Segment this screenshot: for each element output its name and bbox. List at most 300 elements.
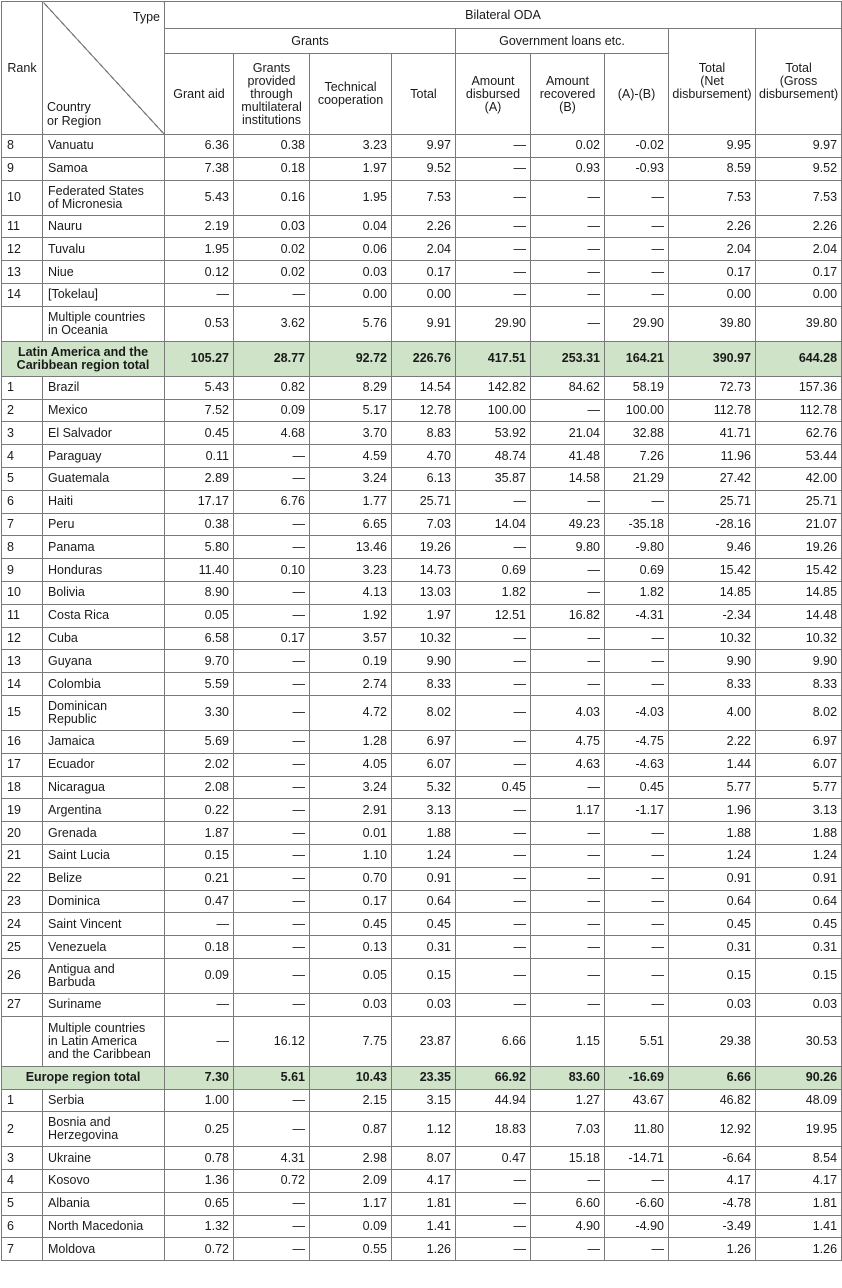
- country-cell: Paraguay: [43, 445, 165, 468]
- rank-cell: 4: [2, 445, 43, 468]
- rank-cell: 16: [2, 730, 43, 753]
- value-cell: —: [456, 1170, 531, 1193]
- country-cell: Venezuela: [43, 936, 165, 959]
- value-cell: 0.64: [392, 890, 456, 913]
- value-cell: 15.18: [531, 1147, 605, 1170]
- value-cell: -16.69: [605, 1066, 669, 1089]
- value-cell: —: [605, 283, 669, 306]
- country-cell: Antigua and Barbuda: [43, 958, 165, 993]
- value-cell: 0.10: [234, 559, 310, 582]
- value-cell: —: [456, 993, 531, 1016]
- country-cell: Cuba: [43, 627, 165, 650]
- value-cell: -4.31: [605, 604, 669, 627]
- value-cell: —: [456, 238, 531, 261]
- value-cell: 0.17: [234, 627, 310, 650]
- value-cell: —: [234, 993, 310, 1016]
- value-cell: 6.36: [165, 135, 234, 158]
- value-cell: 0.03: [392, 993, 456, 1016]
- value-cell: —: [531, 890, 605, 913]
- country-cell: Grenada: [43, 822, 165, 845]
- value-cell: 0.69: [456, 559, 531, 582]
- value-cell: 2.04: [756, 238, 842, 261]
- value-cell: 2.02: [165, 753, 234, 776]
- grants-multilateral-header: Grants provided through multilateral institutions: [234, 54, 310, 135]
- value-cell: 4.90: [531, 1215, 605, 1238]
- country-cell: Samoa: [43, 157, 165, 180]
- value-cell: -4.03: [605, 695, 669, 730]
- value-cell: 9.97: [392, 135, 456, 158]
- table-row: [2, 1089, 842, 1112]
- value-cell: 11.40: [165, 559, 234, 582]
- value-cell: 6.13: [392, 467, 456, 490]
- value-cell: —: [456, 913, 531, 936]
- value-cell: 19.26: [756, 536, 842, 559]
- value-cell: 0.03: [756, 993, 842, 1016]
- value-cell: 14.54: [392, 376, 456, 399]
- value-cell: 1.17: [310, 1192, 392, 1215]
- rank-cell: 1: [2, 1089, 43, 1112]
- value-cell: 1.81: [392, 1192, 456, 1215]
- table-row: [2, 261, 842, 284]
- value-cell: 0.87: [310, 1112, 392, 1147]
- value-cell: 0.38: [234, 135, 310, 158]
- value-cell: 1.82: [456, 581, 531, 604]
- value-cell: 0.18: [165, 936, 234, 959]
- value-cell: 417.51: [456, 341, 531, 376]
- rank-cell: [2, 1016, 43, 1066]
- rank-cell: [2, 306, 43, 341]
- value-cell: —: [456, 650, 531, 673]
- value-cell: 0.19: [310, 650, 392, 673]
- value-cell: —: [456, 936, 531, 959]
- rank-cell: 26: [2, 958, 43, 993]
- country-cell: Guyana: [43, 650, 165, 673]
- country-cell: North Macedonia: [43, 1215, 165, 1238]
- value-cell: 7.03: [392, 513, 456, 536]
- country-cell: Costa Rica: [43, 604, 165, 627]
- value-cell: 3.13: [392, 799, 456, 822]
- amount-disbursed-header: Amount disbursed (A): [456, 54, 531, 135]
- value-cell: —: [234, 513, 310, 536]
- table-header: [2, 2, 842, 135]
- value-cell: —: [234, 776, 310, 799]
- value-cell: 2.89: [165, 467, 234, 490]
- value-cell: 9.80: [531, 536, 605, 559]
- value-cell: 7.30: [165, 1066, 234, 1089]
- rank-cell: 17: [2, 753, 43, 776]
- country-cell: Peru: [43, 513, 165, 536]
- value-cell: 1.28: [310, 730, 392, 753]
- value-cell: —: [531, 627, 605, 650]
- value-cell: 112.78: [669, 399, 756, 422]
- table-row: [2, 490, 842, 513]
- value-cell: —: [605, 627, 669, 650]
- value-cell: 92.72: [310, 341, 392, 376]
- table-row: [2, 627, 842, 650]
- value-cell: 5.17: [310, 399, 392, 422]
- value-cell: 390.97: [669, 341, 756, 376]
- country-cell: Colombia: [43, 673, 165, 696]
- value-cell: 83.60: [531, 1066, 605, 1089]
- value-cell: 1.92: [310, 604, 392, 627]
- rank-cell: 4: [2, 1170, 43, 1193]
- value-cell: —: [234, 673, 310, 696]
- value-cell: 10.32: [669, 627, 756, 650]
- value-cell: 1.24: [392, 844, 456, 867]
- value-cell: —: [456, 157, 531, 180]
- value-cell: 9.90: [756, 650, 842, 673]
- country-region-label: Country or Region: [47, 100, 102, 128]
- value-cell: 2.26: [392, 215, 456, 238]
- value-cell: 4.17: [392, 1170, 456, 1193]
- value-cell: 0.55: [310, 1238, 392, 1261]
- value-cell: 3.23: [310, 559, 392, 582]
- value-cell: 12.92: [669, 1112, 756, 1147]
- value-cell: 8.07: [392, 1147, 456, 1170]
- value-cell: 1.17: [531, 799, 605, 822]
- value-cell: -9.80: [605, 536, 669, 559]
- value-cell: 39.80: [756, 306, 842, 341]
- value-cell: -3.49: [669, 1215, 756, 1238]
- value-cell: 2.22: [669, 730, 756, 753]
- value-cell: 0.45: [756, 913, 842, 936]
- value-cell: 0.45: [165, 422, 234, 445]
- country-cell: Honduras: [43, 559, 165, 582]
- value-cell: —: [456, 627, 531, 650]
- value-cell: 1.32: [165, 1215, 234, 1238]
- value-cell: 8.54: [756, 1147, 842, 1170]
- value-cell: 0.21: [165, 867, 234, 890]
- value-cell: 41.71: [669, 422, 756, 445]
- value-cell: 49.23: [531, 513, 605, 536]
- value-cell: -4.90: [605, 1215, 669, 1238]
- value-cell: 0.02: [234, 238, 310, 261]
- value-cell: 5.51: [605, 1016, 669, 1066]
- value-cell: —: [531, 399, 605, 422]
- rank-cell: 14: [2, 283, 43, 306]
- value-cell: -35.18: [605, 513, 669, 536]
- value-cell: 72.73: [669, 376, 756, 399]
- value-cell: 1.96: [669, 799, 756, 822]
- value-cell: 1.26: [669, 1238, 756, 1261]
- value-cell: -6.64: [669, 1147, 756, 1170]
- value-cell: 9.90: [392, 650, 456, 673]
- value-cell: 32.88: [605, 422, 669, 445]
- value-cell: 16.82: [531, 604, 605, 627]
- value-cell: 9.97: [756, 135, 842, 158]
- value-cell: —: [531, 650, 605, 673]
- value-cell: 7.53: [756, 180, 842, 215]
- country-cell: Brazil: [43, 376, 165, 399]
- value-cell: —: [605, 993, 669, 1016]
- value-cell: —: [531, 673, 605, 696]
- rank-cell: 7: [2, 1238, 43, 1261]
- rank-cell: 2: [2, 399, 43, 422]
- value-cell: 0.31: [392, 936, 456, 959]
- value-cell: 0.00: [756, 283, 842, 306]
- value-cell: 10.43: [310, 1066, 392, 1089]
- value-cell: 1.44: [669, 753, 756, 776]
- value-cell: 6.97: [756, 730, 842, 753]
- value-cell: —: [605, 1170, 669, 1193]
- value-cell: —: [531, 559, 605, 582]
- value-cell: —: [531, 1238, 605, 1261]
- value-cell: 1.41: [756, 1215, 842, 1238]
- value-cell: 29.90: [456, 306, 531, 341]
- table-row: [2, 445, 842, 468]
- value-cell: 6.66: [456, 1016, 531, 1066]
- value-cell: 1.10: [310, 844, 392, 867]
- value-cell: 0.12: [165, 261, 234, 284]
- value-cell: 8.02: [392, 695, 456, 730]
- country-cell: Bosnia and Herzegovina: [43, 1112, 165, 1147]
- value-cell: —: [456, 283, 531, 306]
- value-cell: 3.62: [234, 306, 310, 341]
- rank-cell: 10: [2, 180, 43, 215]
- value-cell: 0.91: [756, 867, 842, 890]
- rank-cell: 13: [2, 261, 43, 284]
- rank-cell: 9: [2, 157, 43, 180]
- value-cell: —: [531, 958, 605, 993]
- value-cell: —: [531, 490, 605, 513]
- country-cell: Nauru: [43, 215, 165, 238]
- value-cell: -14.71: [605, 1147, 669, 1170]
- value-cell: —: [531, 581, 605, 604]
- country-cell: Niue: [43, 261, 165, 284]
- value-cell: —: [605, 913, 669, 936]
- country-cell: Belize: [43, 867, 165, 890]
- value-cell: —: [531, 306, 605, 341]
- rank-cell: 10: [2, 581, 43, 604]
- country-cell: Albania: [43, 1192, 165, 1215]
- value-cell: —: [605, 1238, 669, 1261]
- value-cell: —: [234, 936, 310, 959]
- value-cell: 226.76: [392, 341, 456, 376]
- rank-cell: 5: [2, 1192, 43, 1215]
- value-cell: 0.16: [234, 180, 310, 215]
- value-cell: 42.00: [756, 467, 842, 490]
- value-cell: 11.96: [669, 445, 756, 468]
- value-cell: 0.09: [234, 399, 310, 422]
- table-row: [2, 867, 842, 890]
- value-cell: 0.05: [310, 958, 392, 993]
- value-cell: 0.02: [234, 261, 310, 284]
- value-cell: —: [456, 673, 531, 696]
- value-cell: —: [531, 261, 605, 284]
- region-name: Latin America and the Caribbean region total: [2, 341, 165, 376]
- value-cell: —: [456, 261, 531, 284]
- grants-header: Grants: [165, 29, 456, 54]
- value-cell: 7.38: [165, 157, 234, 180]
- table-row: [2, 422, 842, 445]
- value-cell: -0.93: [605, 157, 669, 180]
- value-cell: 0.09: [310, 1215, 392, 1238]
- value-cell: 0.00: [392, 283, 456, 306]
- value-cell: 2.98: [310, 1147, 392, 1170]
- table-row: [2, 581, 842, 604]
- value-cell: 35.87: [456, 467, 531, 490]
- value-cell: 18.83: [456, 1112, 531, 1147]
- value-cell: 1.81: [756, 1192, 842, 1215]
- value-cell: 6.76: [234, 490, 310, 513]
- value-cell: 4.00: [669, 695, 756, 730]
- value-cell: 2.19: [165, 215, 234, 238]
- value-cell: 13.03: [392, 581, 456, 604]
- table-row: [2, 730, 842, 753]
- table-row: [2, 993, 842, 1016]
- value-cell: —: [531, 283, 605, 306]
- value-cell: —: [456, 753, 531, 776]
- table-row: [2, 753, 842, 776]
- value-cell: 253.31: [531, 341, 605, 376]
- value-cell: 9.91: [392, 306, 456, 341]
- country-cell: Argentina: [43, 799, 165, 822]
- rank-cell: 25: [2, 936, 43, 959]
- a-minus-b-header: (A)-(B): [605, 54, 669, 135]
- value-cell: —: [234, 467, 310, 490]
- value-cell: —: [234, 1112, 310, 1147]
- table-row: [2, 776, 842, 799]
- region-total-row: [2, 341, 842, 376]
- value-cell: 1.95: [165, 238, 234, 261]
- value-cell: 16.12: [234, 1016, 310, 1066]
- value-cell: 3.23: [310, 135, 392, 158]
- table-row: [2, 238, 842, 261]
- value-cell: 25.71: [756, 490, 842, 513]
- value-cell: 25.71: [669, 490, 756, 513]
- total-gross-header: Total (Gross disbursement): [756, 29, 842, 135]
- value-cell: —: [456, 822, 531, 845]
- table-row: [2, 604, 842, 627]
- value-cell: 0.04: [310, 215, 392, 238]
- country-cell: Moldova: [43, 1238, 165, 1261]
- value-cell: 4.70: [392, 445, 456, 468]
- country-cell: Saint Vincent: [43, 913, 165, 936]
- table-row: [2, 844, 842, 867]
- country-cell: Dominican Republic: [43, 695, 165, 730]
- value-cell: —: [165, 283, 234, 306]
- table-row: [2, 376, 842, 399]
- value-cell: 3.30: [165, 695, 234, 730]
- country-cell: Tuvalu: [43, 238, 165, 261]
- table-row: [2, 822, 842, 845]
- table-row: [2, 306, 842, 341]
- value-cell: 14.48: [756, 604, 842, 627]
- rank-cell: 13: [2, 650, 43, 673]
- value-cell: 19.26: [392, 536, 456, 559]
- country-cell: Multiple countries in Oceania: [43, 306, 165, 341]
- value-cell: —: [234, 283, 310, 306]
- rank-cell: 5: [2, 467, 43, 490]
- value-cell: 66.92: [456, 1066, 531, 1089]
- value-cell: —: [456, 215, 531, 238]
- value-cell: —: [234, 867, 310, 890]
- value-cell: 0.15: [165, 844, 234, 867]
- value-cell: 14.85: [756, 581, 842, 604]
- value-cell: -0.02: [605, 135, 669, 158]
- value-cell: 0.78: [165, 1147, 234, 1170]
- rank-cell: 3: [2, 1147, 43, 1170]
- value-cell: 8.33: [756, 673, 842, 696]
- value-cell: —: [531, 1170, 605, 1193]
- type-label: Type: [132, 10, 160, 24]
- table-row: [2, 157, 842, 180]
- value-cell: 0.82: [234, 376, 310, 399]
- value-cell: —: [531, 238, 605, 261]
- value-cell: 0.64: [669, 890, 756, 913]
- value-cell: —: [605, 958, 669, 993]
- table-row: [2, 1170, 842, 1193]
- value-cell: 0.00: [669, 283, 756, 306]
- value-cell: 0.31: [669, 936, 756, 959]
- value-cell: 4.31: [234, 1147, 310, 1170]
- value-cell: 5.43: [165, 180, 234, 215]
- value-cell: 5.69: [165, 730, 234, 753]
- value-cell: —: [234, 445, 310, 468]
- value-cell: 5.32: [392, 776, 456, 799]
- value-cell: 1.88: [669, 822, 756, 845]
- value-cell: 8.90: [165, 581, 234, 604]
- value-cell: —: [531, 936, 605, 959]
- value-cell: 0.69: [605, 559, 669, 582]
- value-cell: —: [605, 215, 669, 238]
- value-cell: —: [456, 890, 531, 913]
- value-cell: 12.51: [456, 604, 531, 627]
- value-cell: 21.04: [531, 422, 605, 445]
- rank-cell: 8: [2, 135, 43, 158]
- value-cell: 0.15: [756, 958, 842, 993]
- value-cell: 44.94: [456, 1089, 531, 1112]
- value-cell: 7.53: [392, 180, 456, 215]
- value-cell: 4.72: [310, 695, 392, 730]
- value-cell: 0.03: [310, 261, 392, 284]
- value-cell: 4.68: [234, 422, 310, 445]
- value-cell: 58.19: [605, 376, 669, 399]
- value-cell: —: [456, 730, 531, 753]
- value-cell: 23.35: [392, 1066, 456, 1089]
- value-cell: 4.17: [669, 1170, 756, 1193]
- value-cell: 0.47: [456, 1147, 531, 1170]
- value-cell: 41.48: [531, 445, 605, 468]
- value-cell: 3.13: [756, 799, 842, 822]
- region-name: Europe region total: [2, 1066, 165, 1089]
- value-cell: —: [456, 958, 531, 993]
- value-cell: 8.02: [756, 695, 842, 730]
- value-cell: —: [531, 867, 605, 890]
- value-cell: 0.47: [165, 890, 234, 913]
- country-cell: Nicaragua: [43, 776, 165, 799]
- value-cell: 0.03: [669, 993, 756, 1016]
- value-cell: 21.07: [756, 513, 842, 536]
- rank-header: Rank: [2, 2, 43, 135]
- table-row: [2, 695, 842, 730]
- rank-cell: 11: [2, 215, 43, 238]
- value-cell: —: [234, 650, 310, 673]
- rank-cell: 19: [2, 799, 43, 822]
- value-cell: 1.15: [531, 1016, 605, 1066]
- value-cell: -1.17: [605, 799, 669, 822]
- value-cell: 6.97: [392, 730, 456, 753]
- value-cell: —: [456, 1192, 531, 1215]
- value-cell: —: [605, 261, 669, 284]
- value-cell: —: [456, 695, 531, 730]
- rank-cell: 22: [2, 867, 43, 890]
- value-cell: —: [531, 993, 605, 1016]
- value-cell: 11.80: [605, 1112, 669, 1147]
- value-cell: 100.00: [456, 399, 531, 422]
- value-cell: -4.78: [669, 1192, 756, 1215]
- value-cell: —: [234, 536, 310, 559]
